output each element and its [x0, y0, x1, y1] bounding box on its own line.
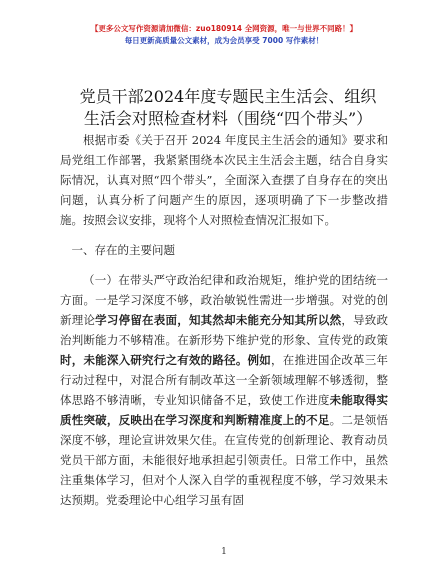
banner-line-blue: 每日更新高质量公文素材，成为会员享受 7000 写作素材！	[124, 36, 324, 45]
banner-line-red: 【更多公文写作资源请加微信：zuo180914 全网资源，唯一与世界不同路！】	[90, 24, 358, 33]
promo-banner	[0, 24, 448, 46]
intro-paragraph: 根据市委《关于召开 2024 年度民主生活会的通知》要求和局党组工作部署，我紧紧围绕本次民主生活会主题，结合自身实际情况，认真对照“四个带头”，全面深入查摆了自身存在的突出问题，认真分析了问题产生的原因，逐项明确了下一步整改措施。按照会议安排，现将个人对照检查情况汇报如下。	[60, 133, 388, 227]
paragraph-text: ，在推进国企改革三年行动过程中，对混合所有制改革这一全新领域理解不够透彻，整体思路不够清晰，专业知识储备不足，致使工作进度	[60, 353, 388, 407]
paragraph-text: 。二是领悟深度不够，理论宣讲效果欠佳。在宣传党的创新理论、教育动员党员干部方面，未能很好地承担起引领责任。日常工作中，虽然注重集体学习，但对个人深入自学的重视程度不够，学习效果未达预期。党委理论中心组学习虽有固	[60, 413, 388, 507]
problem-paragraph	[60, 270, 388, 510]
paragraph-text: （一）在带头严守政治纪律和政治规矩，维护党的团结统一方面。一是学习深度不够，政治敏锐性需进一步增强。对党的创新理论	[60, 273, 388, 327]
section-heading: 一、存在的主要问题	[71, 243, 175, 257]
document-title: 党员干部2024年度专题民主生活会、组织生活会对照检查材料（围绕“四个带头”）	[79, 87, 377, 128]
document-body	[60, 130, 388, 510]
page-number: 1	[221, 547, 227, 557]
emphasized-text: 时，未能深入研究行之有效的路径。例如	[60, 353, 271, 367]
emphasized-text: 未能取得实质性突破，反映出在学习深度和判断精准度上的不足	[60, 393, 388, 427]
emphasized-text: 学习停留在表面，知其然却未能充分知其所以然	[95, 313, 342, 327]
paragraph-text: ，导致政治判断能力不够精准。在新形势下维护党的形象、宣传党的政策	[60, 313, 389, 347]
